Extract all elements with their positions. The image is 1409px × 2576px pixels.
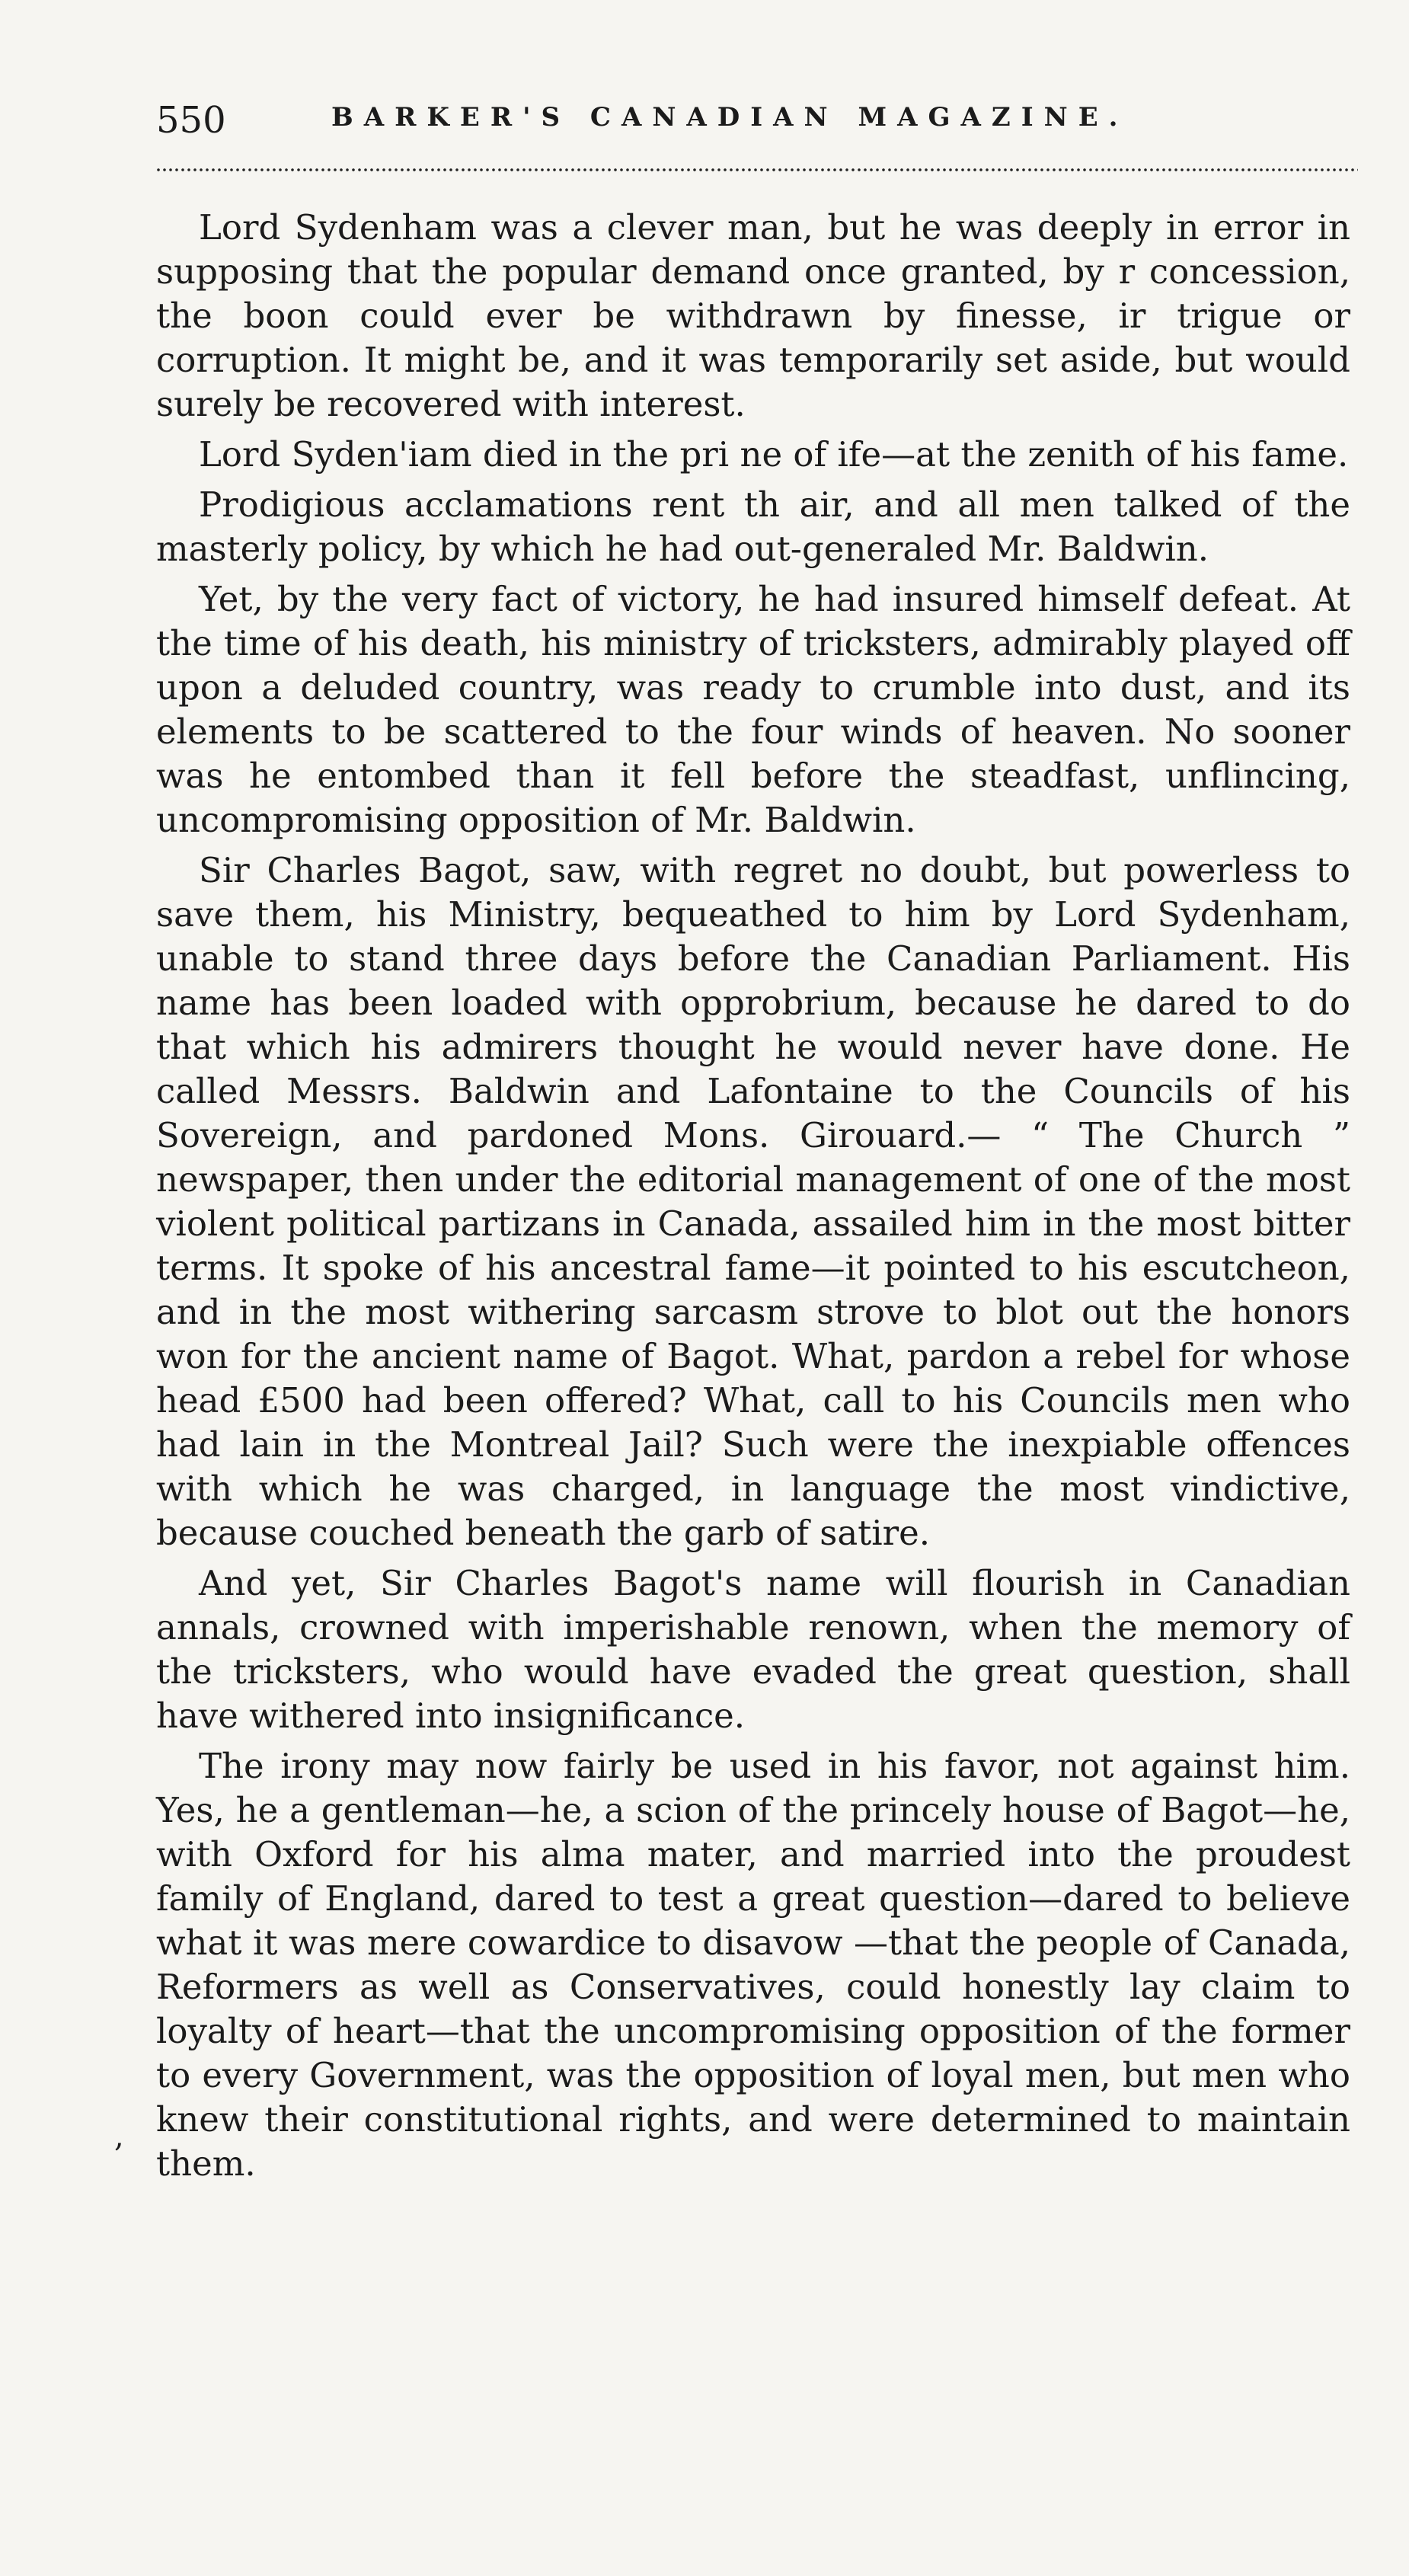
paragraph: Sir Charles Bagot, saw, with regret no doubt, but powerless to save them, his Ministry, bequeathed to him by Lord Sydenham, unable to stand three days before the Canadian Parliament. His name has been loaded with opprobrium, because he dared to do that which his admirers thought he would never have done. He called Messrs. Baldwin and Lafontaine to the Councils of his Sovereign, and pardoned Mons. Girouard.— “ The Church ” newspaper, then under the editorial management of one of the most violent political partizans in Canada, assailed him in the most bitter terms. It spoke of his ancestral fame—it pointed to his escutcheon, and in the most withering sarcasm strove to blot out the honors won for the ancient name of Bagot. What, pardon a rebel for whose head £500 had been offered? What, call to his Councils men who had lain in the Montreal Jail? Such were the inexpiable offences with which he was charged, in language the most vindictive, because couched beneath the garb of satire. — [156, 850, 1350, 1553]
paragraph: Prodigious acclamations rent th air, and all men talked of the masterly policy, by which he had out-generaled Mr. Baldwin. — [156, 484, 1350, 569]
article-body — [156, 206, 1350, 2192]
paragraph: And yet, Sir Charles Bagot's name will flourish in Canadian annals, crowned with imperishable renown, when the memory of the tricksters, who would have evaded the great question, shall have withered into insignificance. — [156, 1563, 1350, 1736]
paragraph: Lord Sydenham was a clever man, but he was deeply in error in supposing that the popular demand once granted, by r concession, the boon could ever be withdrawn by finesse, ir trigue or corruption. It might be, and it was temporarily set aside, but would surely be recovered with interest. — [156, 207, 1350, 424]
running-head — [156, 91, 1350, 145]
stray-mark: , — [114, 2119, 124, 2154]
book-page — [156, 91, 1350, 2184]
paragraph: Yet, by the very fact of victory, he had insured himself defeat. At the time of his death, his ministry of tricksters, admirably played off upon a deluded country, was ready to crumble into dust, and its elements to be scattered to the four winds of heaven. No sooner was he entombed than it fell before the steadfast, unflincing, uncompromising opposition of Mr. Baldwin. — [156, 579, 1350, 840]
header-rule — [156, 168, 1358, 172]
paragraph: The irony may now fairly be used in his favor, not against him. Yes, he a gentleman—he, a scion of the princely house of Bagot—he, with Oxford for his alma mater, and married into the proudest family of England, dared to test a great question—dared to believe what it was mere cowardice to disavow —that the people of Canada, Reformers as well as Conservatives, could honestly lay claim to loyalty of heart—that the uncompromising opposition of the former to every Government, was the opposition of loyal men, but men who knew their constitutional rights, and were determined to maintain them. — [156, 1746, 1350, 2184]
paragraph: Lord Syden'iam died in the pri ne of ife—at the zenith of his fame. — [199, 434, 1349, 475]
page-number: 550 — [156, 99, 226, 142]
journal-title: BARKER'S CANADIAN MAGAZINE. — [331, 102, 1129, 133]
